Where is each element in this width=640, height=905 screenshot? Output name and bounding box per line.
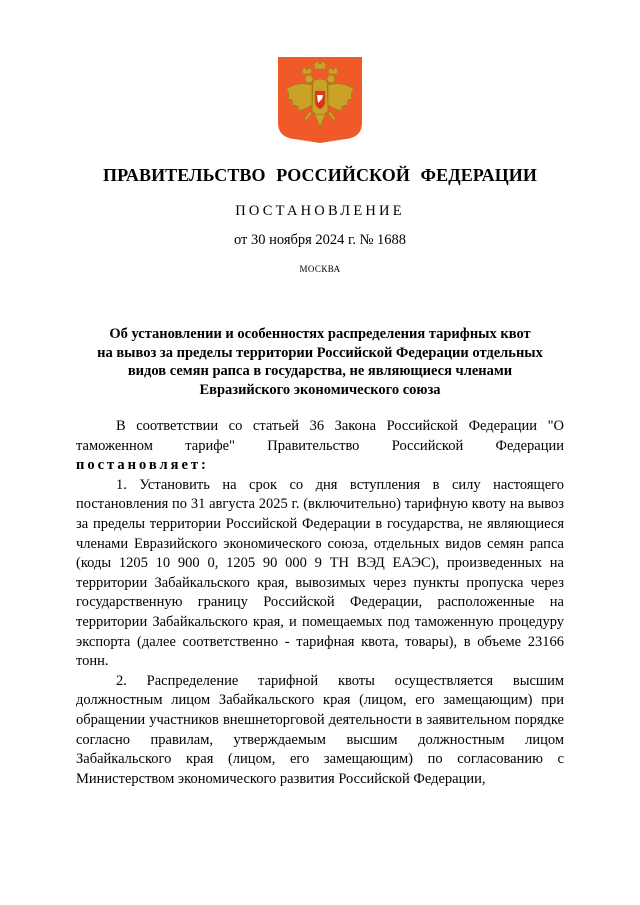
preamble-text: В соответствии со статьей 36 Закона Российской Федерации "О таможенном тарифе" Правительство Российской Федерации [76,418,564,454]
subject-line: Об установлении и особенностях распределения тарифных квот [109,326,531,342]
coat-of-arms-icon [276,55,364,144]
document-subject [80,325,560,399]
preamble-paragraph [76,417,564,476]
document-body [76,417,564,789]
subject-line: на вывоз за пределы территории Российской Федерации отдельных [97,344,543,361]
subject-line: Евразийского экономического союза [199,381,441,398]
item-1-paragraph: 1. Установить на срок со дня вступления в силу настоящего постановления по 31 августа 2025 г. (включительно) тарифную квоту на вывоз за пределы территории Российской Федерации в государства, не являющиеся членами Евразийского экономического союза, отдельных видов семян рапса (коды 1205 10 900 0, 1205 90 000 9 ТН ВЭД ЕАЭС), произведенных на территории Забайкальского края, вывозимых через пункты пропуска через государственную границу Российской Федерации, расположенные на территории Забайкальского края, и помещаемых под таможенную процедуру экспорта (далее соответственно - тарифная квота, товары), в объеме 23166 тонн. [76,476,564,670]
document-date-number: от 30 ноября 2024 г. № 1688 [233,232,407,248]
government-title: ПРАВИТЕЛЬСТВО РОССИЙСКОЙ ФЕДЕРАЦИИ [102,165,537,185]
decrees-word: постановляет: [76,457,209,474]
item-2-paragraph: 2. Распределение тарифной квоты осуществляется высшим должностным лицом Забайкальского края (лицом, его замещающим) при обращении участников внешнеторговой деятельности в заявительном порядке согласно правилам, утверждаемым высшим должностным лицом Забайкальского края (лицом, его замещающим) по согласованию с Министерством экономического развития Российской Федерации, [76,672,564,787]
subject-line: видов семян рапса в государства, не являющиеся членами [127,363,513,379]
document-city: МОСКВА [299,264,341,274]
document-type: ПОСТАНОВЛЕНИЕ [235,203,405,219]
